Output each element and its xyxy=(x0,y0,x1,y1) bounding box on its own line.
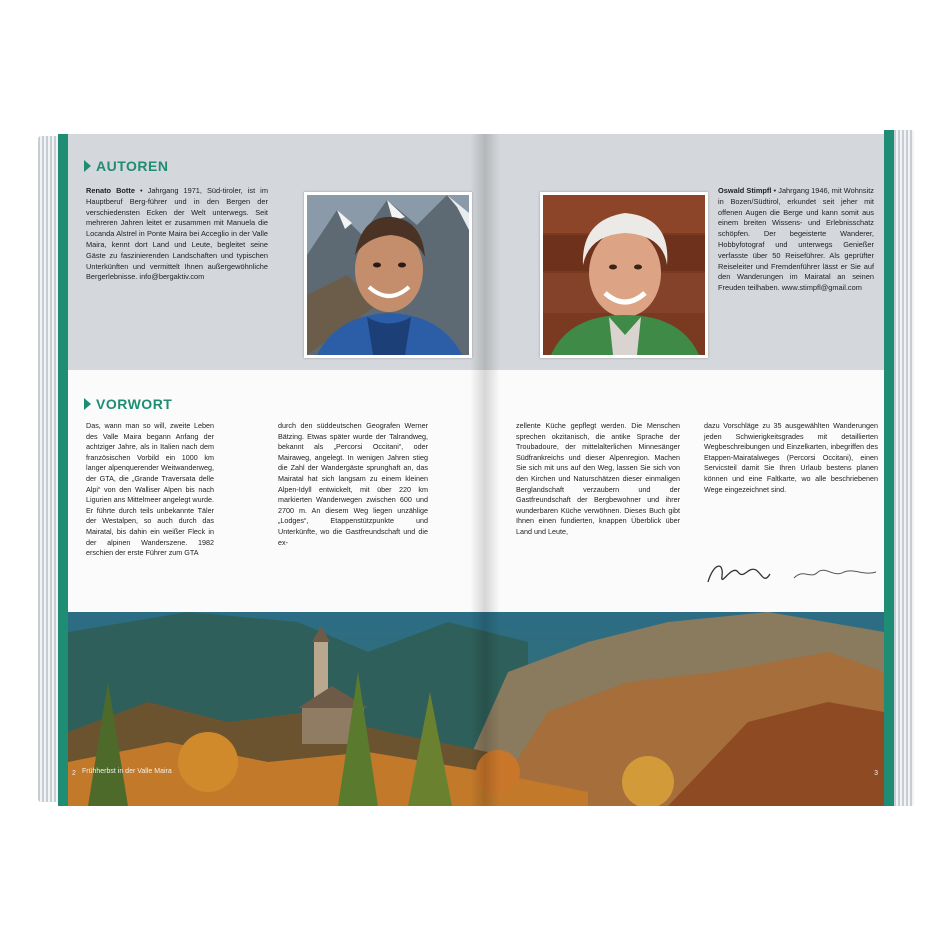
page-number-left: 2 xyxy=(72,770,76,777)
vorwort-column-3: zellente Küche gepflegt werden. Die Menschen sprechen okzitanisch, die antike Sprache der Troubadoure, der mittelalterlichen Minnesänger Südfrankreichs und dieser Alpenregion. Machen Sie sich mit uns auf den Weg, lassen Sie sich von den Kirchen und Naturschätzen dieser einmaligen Berglandschaft verzaubern und der Gastfreundschaft der Bergbewohner und ihrer wunderbaren Küche verwöhnen. Dieses Buch gibt Ihnen einen fundierten, knappen Überblick über Land und Leute, xyxy=(516,421,680,536)
valley-illustration xyxy=(68,612,884,806)
author1-bio xyxy=(86,186,268,283)
author1-portrait xyxy=(307,195,469,355)
heading-autoren xyxy=(84,158,168,174)
cover-edge-left xyxy=(58,134,68,806)
author1-name: Renato Botte xyxy=(86,186,135,195)
author2-bio xyxy=(718,186,874,294)
landscape-photo xyxy=(68,612,884,806)
page-edges-left xyxy=(38,136,60,802)
heading-vorwort-text: VORWORT xyxy=(96,396,173,412)
arrow-icon xyxy=(84,160,91,172)
open-book xyxy=(38,130,914,810)
signature-graphics xyxy=(704,554,880,594)
page-edges-right xyxy=(892,130,914,806)
photo-caption: Frühherbst in der Valle Maira xyxy=(82,768,172,775)
author2-portrait xyxy=(543,195,705,355)
cover-edge-right xyxy=(884,130,894,806)
author1-email: info@bergaktiv.com xyxy=(139,272,205,282)
vorwort-column-2: durch den süddeutschen Geografen Werner Bätzing. Etwas später wurde der Talrandweg, bekannt als „Percorsi Occitani“, oder Mairaweg, angelegt. In wenigen Jahren stieg die Zahl der Wandergäste sprunghaft an, das Mairatal hat sich langsam zu einem kleinen Alpen-Idyll entwickelt, mit über 220 km markierten Wanderwegen zwischen 600 und 2700 m. An diesem Weg liegen unzählige „Lodges“, Etappenstützpunkte und Unterkünfte, wo die Gastfreundschaft und die ex- xyxy=(278,421,428,547)
author2-bio-text: • Jahrgang 1946, mit Wohnsitz in Bozen/Südtirol, erkundet seit jeher mit offenen Augen die Berge und kann somit aus einem breiten Wissens- und Erlebnisschatz schöpfen. Der begeisterte Wanderer, Hobbyfotograf und unterwegs Genießer verfasste über 50 Reiseführer. Als geprüfter Reiseleiter und Fremdenführer lässt er Sie auf den Wanderungen im Mairatal an seinen Freuden teilhaben. xyxy=(718,186,875,293)
page-number-right: 3 xyxy=(874,770,878,777)
vorwort-column-4: dazu Vorschläge zu 35 ausgewählten Wanderungen jeden Schwierigkeitsgrades mit detaillierten Wegbeschreibungen und Einzelkarten, inbegriffen des Etappen-Mairatalweges (Percorsi Occitani), einen Servicsteil damit Sie Ihren Urlaub bestens planen können und eine Faltkarte, wo alle beschriebenen Wege eingezeichnet sind. xyxy=(704,421,878,494)
author1-photo xyxy=(304,192,472,358)
author1-bio-text: • Jahrgang 1971, Süd-tiroler, ist im Hauptberuf Berg-führer und in den Bergen der verschiedensten Ecken der Welt unterwegs. Seit mehreren Jahren leitet er zusammen mit Manuela die Locanda Alstrel in Ponte Maira bei Acceglio in der Valle Maira, kennt dort Land und Leute, begleitet seine Gäste zu faszinierenden Landschaften und typischen Unterkünften und vermittelt Ihnen außergewöhnliche Bergerlebnisse. xyxy=(86,186,268,282)
signatures xyxy=(704,554,880,594)
author2-name: Oswald Stimpfl xyxy=(718,186,772,195)
heading-autoren-text: AUTOREN xyxy=(96,158,169,174)
author2-email: www.stimpfl@gmail.com xyxy=(781,283,862,293)
heading-vorwort xyxy=(84,396,172,412)
vorwort-column-1: Das, wann man so will, zweite Leben des Valle Maira begann Anfang der achtziger Jahre, als in Italien nach dem französischen Vorbild ein 1000 km langer alpenquerender Weitwanderweg, der GTA, die „Grande Traversata delle Alpi“ von den Walliser Alpen bis nach Ligurien ans Mittelmeer angelegt wurde. Er führte durch teils unbekannte Täler der Westalpen, so auch durch das Mairatal, bis dahin ein weißer Fleck in der alpinen Wanderszene. 1982 erschien der erste Führer zum GTA xyxy=(86,421,214,558)
arrow-icon xyxy=(84,398,91,410)
page-spread xyxy=(68,134,884,806)
author2-photo xyxy=(540,192,708,358)
